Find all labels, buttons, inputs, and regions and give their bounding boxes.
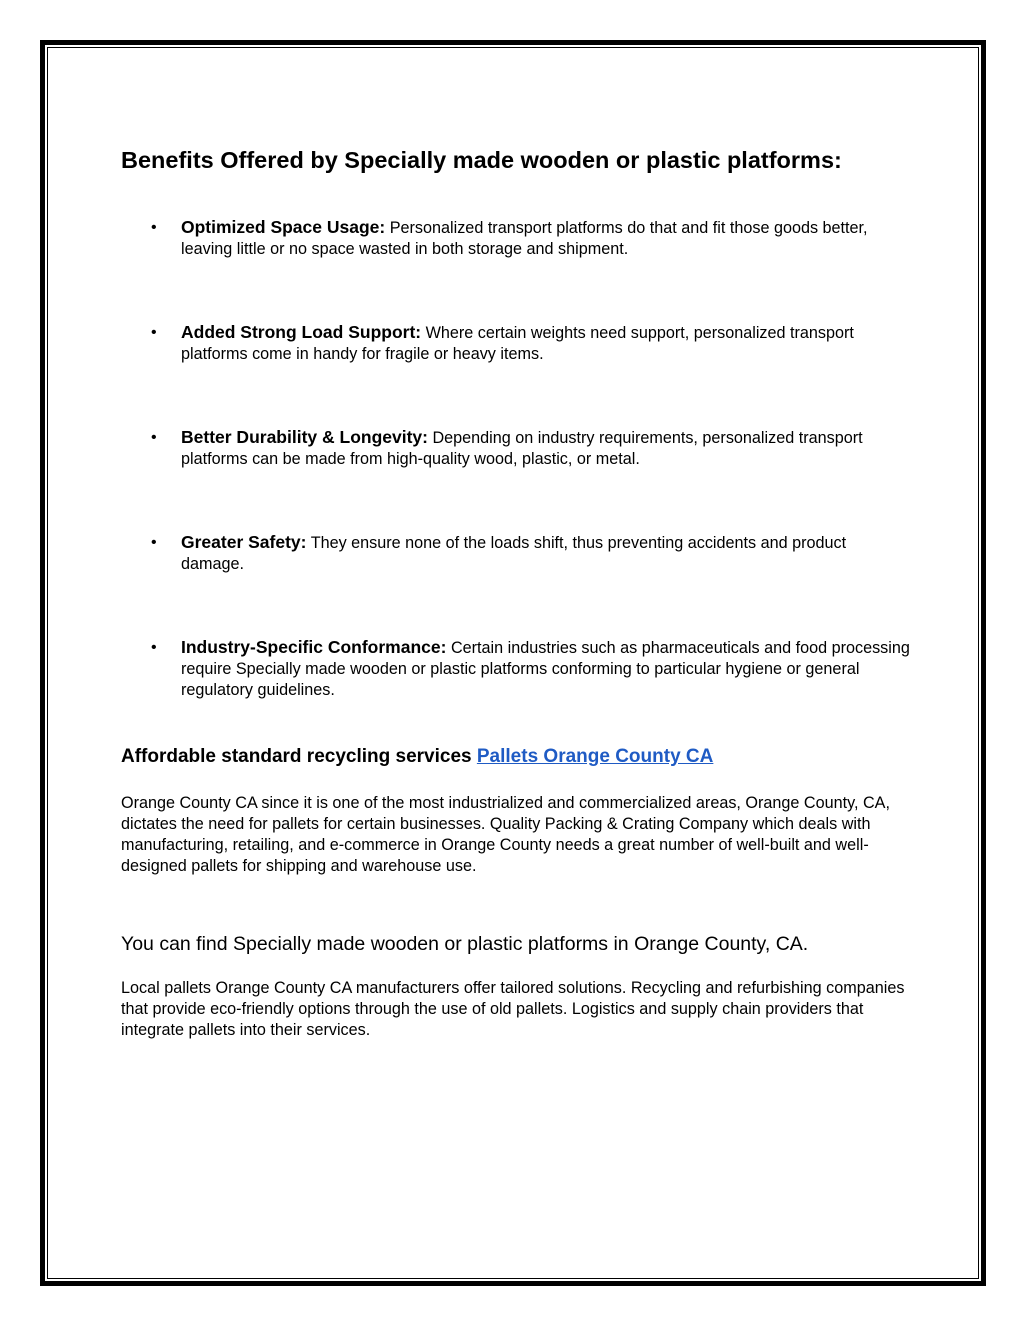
benefit-title: Added Strong Load Support: [181,322,422,342]
bullet-icon: • [151,639,157,656]
section-heading [121,745,911,769]
benefit-title: Better Durability & Longevity: [181,427,428,447]
benefit-text: Personalized transport platforms do that and fit those goods better, leaving little or no space wasted in both storage and shipment. [181,219,868,258]
section-paragraph: Orange County CA since it is one of the most industrialized and commercialized areas, Orange County, CA, dictates the need for pallets for certain businesses. Quality Packing & Crating Company which deals with manufacturing, retailing, and e-commerce in Orange County needs a great number of well-built and well-designed pallets for shipping and warehouse use. [121,794,890,875]
bullet-icon: • [151,324,157,341]
section-heading-text: Affordable standard recycling services [121,746,477,767]
benefit-item [121,532,911,637]
benefit-text: Certain industries such as pharmaceuticals and food processing require Specially made wooden or plastic platforms conforming to particular hygiene or general regulatory guidelines. [181,639,910,699]
subsection-paragraph: Local pallets Orange County CA manufacturers offer tailored solutions. Recycling and refurbishing companies that provide eco-friendly options through the use of old pallets. Logistics and supply chain providers that integrate pallets into their services. [121,979,905,1039]
benefit-title: Greater Safety: [181,532,307,552]
benefit-item [121,427,911,532]
bullet-icon: • [151,534,157,551]
bullet-icon: • [151,219,157,236]
benefit-title: Industry-Specific Conformance: [181,637,447,657]
document-content [121,145,911,1041]
benefit-item [121,217,911,322]
benefit-list [121,217,911,701]
subsection-heading: You can find Specially made wooden or plastic platforms in Orange County, CA. [121,933,809,955]
bullet-icon: • [151,429,157,446]
benefit-text: Where certain weights need support, personalized transport platforms come in handy for fragile or heavy items. [181,324,854,363]
main-heading: Benefits Offered by Specially made wooden or plastic platforms: [121,147,842,173]
benefit-item [121,637,911,701]
benefit-text: They ensure none of the loads shift, thus preventing accidents and product damage. [181,534,847,573]
benefit-text: Depending on industry requirements, personalized transport platforms can be made from high-quality wood, plastic, or metal. [181,429,863,468]
benefit-item [121,322,911,427]
benefit-title: Optimized Space Usage: [181,217,386,237]
pallets-orange-county-link[interactable]: Pallets Orange County CA [476,746,714,767]
